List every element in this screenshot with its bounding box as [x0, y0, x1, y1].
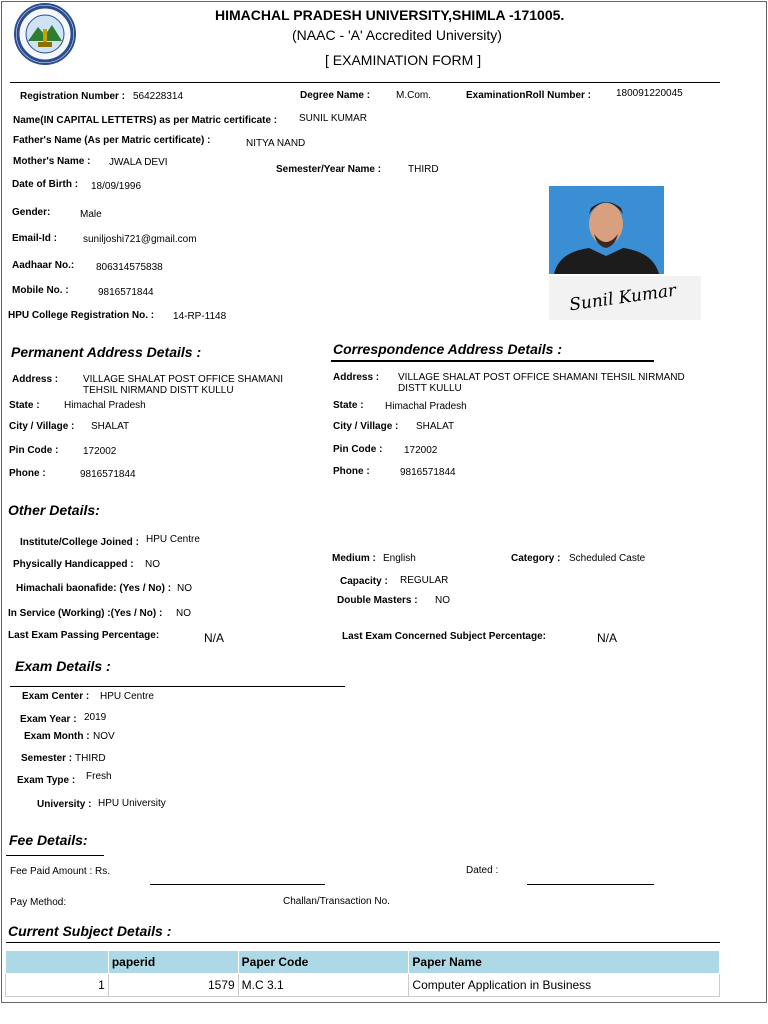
- category-value: Scheduled Caste: [569, 553, 646, 564]
- corr-pin-value: 172002: [404, 445, 438, 456]
- institute-label: Institute/College Joined :: [20, 537, 139, 548]
- mobile-value: 9816571844: [98, 287, 154, 298]
- perm-phone-label: Phone :: [9, 468, 46, 479]
- cell-paperid: 1579: [108, 974, 238, 997]
- last-pct-label: Last Exam Passing Percentage:: [8, 630, 160, 641]
- corr-pin-label: Pin Code :: [333, 444, 383, 455]
- mobile-label: Mobile No. :: [12, 285, 69, 296]
- exam-center-value: HPU Centre: [100, 691, 154, 702]
- form-frame: [1, 1, 767, 1003]
- father-value: NITYA NAND: [246, 138, 306, 149]
- exam-semester-value: THIRD: [75, 753, 106, 764]
- ph-value: NO: [145, 559, 160, 570]
- other-details-title: Other Details:: [8, 502, 100, 518]
- capacity-value: REGULAR: [400, 575, 449, 586]
- perm-city-value: SHALAT: [91, 421, 130, 432]
- father-label: Father's Name (As per Matric certificate) :: [13, 135, 211, 146]
- subject-table: [5, 950, 720, 997]
- degree-label: Degree Name :: [300, 90, 371, 101]
- corr-phone-label: Phone :: [333, 466, 370, 477]
- correspondence-underline: [331, 360, 654, 362]
- dob-label: Date of Birth :: [12, 179, 79, 190]
- roll-label: ExaminationRoll Number :: [466, 90, 592, 101]
- perm-pin-value: 172002: [83, 446, 117, 457]
- correspondence-address-title: Correspondence Address Details :: [333, 341, 562, 357]
- exam-semester-label: Semester :: [21, 753, 73, 764]
- perm-state-label: State :: [9, 400, 40, 411]
- perm-address-line2: TEHSIL NIRMAND DISTT KULLU: [83, 385, 234, 396]
- subject-pct-value: N/A: [597, 631, 618, 645]
- corr-state-value: Himachal Pradesh: [385, 401, 467, 412]
- exam-month-label: Exam Month :: [24, 731, 90, 742]
- permanent-address-title: Permanent Address Details :: [11, 344, 202, 360]
- subject-table-header: [6, 951, 720, 974]
- exam-type-value: Fresh: [86, 771, 112, 782]
- student-photo: [549, 186, 664, 274]
- mother-value: JWALA DEVI: [109, 157, 168, 168]
- registration-value: 564228314: [133, 91, 184, 102]
- ph-label: Physically Handicapped :: [13, 559, 134, 570]
- perm-pin-label: Pin Code :: [9, 445, 59, 456]
- exam-month-value: NOV: [93, 731, 115, 742]
- challan-label: Challan/Transaction No.: [283, 896, 390, 907]
- fee-underline: [6, 855, 104, 856]
- signature-text: Sunil Kumar: [568, 280, 678, 316]
- service-value: NO: [176, 608, 191, 619]
- header-serial: [6, 951, 109, 974]
- semester-label: Semester/Year Name :: [276, 164, 382, 175]
- fee-dated-label: Dated :: [466, 865, 499, 876]
- corr-address-label: Address :: [333, 372, 380, 383]
- form-title: [ EXAMINATION FORM ]: [325, 52, 482, 68]
- header-paper-code: Paper Code: [238, 951, 409, 974]
- exam-center-label: Exam Center :: [22, 691, 90, 702]
- perm-address-label: Address :: [12, 374, 59, 385]
- corr-state-label: State :: [333, 400, 364, 411]
- accreditation-text: (NAAC - 'A' Accredited University): [292, 27, 502, 43]
- last-pct-value: N/A: [204, 631, 225, 645]
- double-masters-value: NO: [435, 595, 450, 606]
- corr-phone-value: 9816571844: [400, 467, 456, 478]
- college-reg-value: 14-RP-1148: [173, 311, 227, 322]
- name-value: SUNIL KUMAR: [299, 113, 367, 124]
- email-value: suniljoshi721@gmail.com: [83, 234, 197, 245]
- roll-value: 180091220045: [616, 88, 683, 99]
- category-label: Category :: [511, 553, 561, 564]
- institute-value: HPU Centre: [146, 534, 200, 545]
- registration-label: Registration Number :: [20, 91, 126, 102]
- exam-university-label: University :: [37, 799, 92, 810]
- dob-value: 18/09/1996: [91, 181, 142, 192]
- exam-details-title: Exam Details :: [15, 658, 111, 674]
- signature-box: [549, 276, 701, 320]
- pay-method-label: Pay Method:: [10, 897, 67, 908]
- double-masters-label: Double Masters :: [337, 595, 418, 606]
- header-paper-name: Paper Name: [409, 951, 720, 974]
- cell-paper-name: Computer Application in Business: [409, 974, 720, 997]
- college-reg-label: HPU College Registration No. :: [8, 310, 155, 321]
- fee-amount-line: [150, 884, 325, 885]
- name-label: Name(IN CAPITAL LETTETRS) as per Matric certificate :: [13, 115, 278, 126]
- exam-year-value: 2019: [84, 712, 107, 723]
- fee-dated-line: [527, 884, 654, 885]
- fee-details-title: Fee Details:: [9, 832, 88, 848]
- perm-phone-value: 9816571844: [80, 469, 136, 480]
- corr-address-line2: DISTT KULLU: [398, 383, 462, 394]
- medium-label: Medium :: [332, 553, 376, 564]
- perm-state-value: Himachal Pradesh: [64, 400, 146, 411]
- service-label: In Service (Working) :(Yes / No) :: [8, 608, 163, 619]
- email-label: Email-Id :: [12, 233, 58, 244]
- university-title: HIMACHAL PRADESH UNIVERSITY,SHIMLA -171005.: [215, 7, 565, 23]
- header-paperid: paperid: [108, 951, 238, 974]
- subject-details-title: Current Subject Details :: [8, 923, 172, 939]
- cell-serial: 1: [6, 974, 109, 997]
- subject-pct-label: Last Exam Concerned Subject Percentage:: [342, 631, 546, 642]
- capacity-label: Capacity :: [340, 576, 388, 587]
- medium-value: English: [383, 553, 416, 564]
- exam-year-label: Exam Year :: [20, 714, 77, 725]
- university-logo-icon: [14, 3, 76, 65]
- fee-amount-label: Fee Paid Amount : Rs.: [10, 866, 111, 877]
- perm-city-label: City / Village :: [9, 421, 75, 432]
- corr-address-line1: VILLAGE SHALAT POST OFFICE SHAMANI TEHSIL NIRMAND: [398, 372, 685, 383]
- corr-city-value: SHALAT: [416, 421, 455, 432]
- mother-label: Mother's Name :: [13, 156, 91, 167]
- exam-divider: [10, 686, 345, 687]
- exam-type-label: Exam Type :: [17, 775, 76, 786]
- gender-value: Male: [80, 209, 102, 220]
- gender-label: Gender:: [12, 207, 51, 218]
- exam-university-value: HPU University: [98, 798, 166, 809]
- header-divider: [10, 82, 720, 83]
- subject-divider: [6, 942, 720, 943]
- semester-value: THIRD: [408, 164, 439, 175]
- corr-city-label: City / Village :: [333, 421, 399, 432]
- aadhaar-label: Aadhaar No.:: [12, 260, 75, 271]
- perm-address-line1: VILLAGE SHALAT POST OFFICE SHAMANI: [83, 374, 284, 385]
- table-row: [6, 974, 720, 997]
- bonafide-label: Himachali baonafide: (Yes / No) :: [16, 583, 172, 594]
- bonafide-value: NO: [177, 583, 192, 594]
- cell-paper-code: M.C 3.1: [238, 974, 409, 997]
- degree-value: M.Com.: [396, 90, 431, 101]
- aadhaar-value: 806314575838: [96, 262, 163, 273]
